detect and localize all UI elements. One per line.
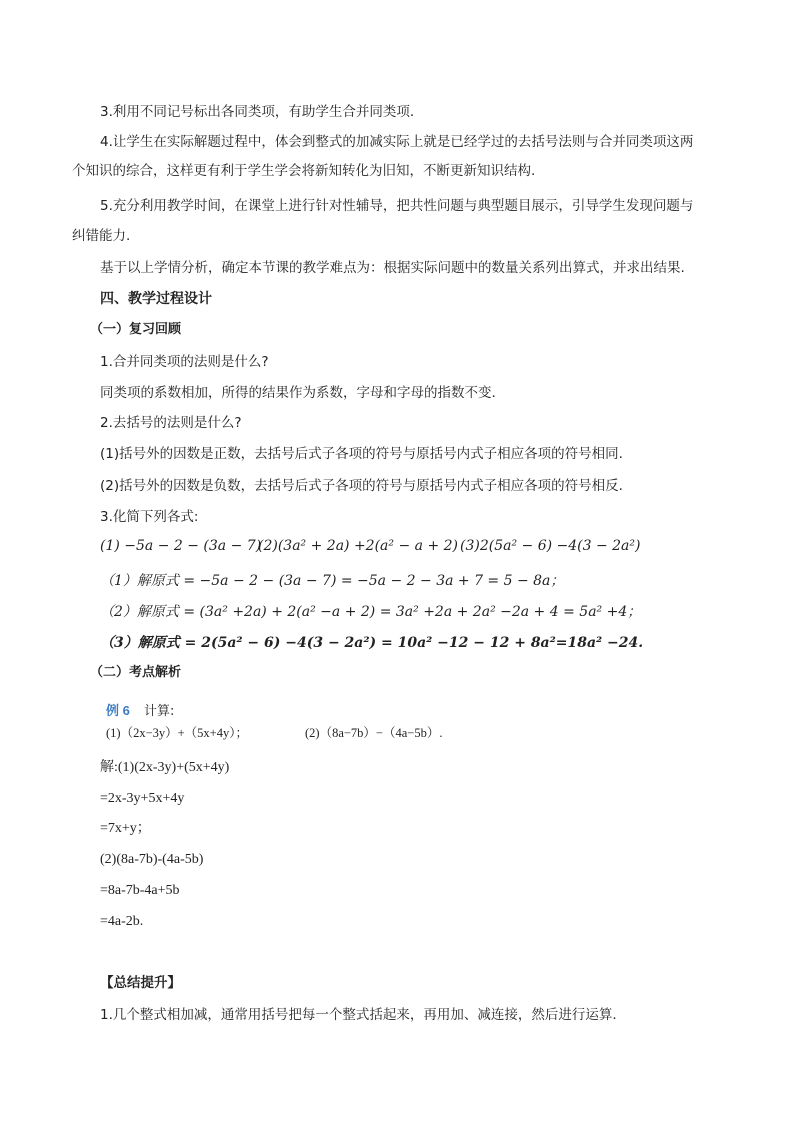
solution-line-1: 解:(1)(2x-3y)+(5x+4y) bbox=[100, 760, 230, 775]
solution-line-2: =2x-3y+5x+4y bbox=[100, 791, 185, 806]
answer-2-rule-1: (1)括号外的因数是正数，去括号后式子各项的符号与原括号内式子相应各项的符号相同. bbox=[100, 446, 623, 462]
expression-3: (3)2(5a² − 6) −4(3 − 2a²) bbox=[460, 538, 641, 554]
solution-line-4: (2)(8a-7b)-(4a-5b) bbox=[100, 852, 204, 867]
paragraph-5-line1: 5.充分利用教学时间，在课堂上进行针对性辅导，把共性问题与典型题目展示，引导学生发现问题与 bbox=[100, 198, 694, 214]
expression-2: (2)(3a² + 2a) +2(a² − a + 2) bbox=[258, 538, 458, 554]
summary-point-1: 1.几个整式相加减，通常用括号把每一个整式括起来，再用加、减连接，然后进行运算. bbox=[100, 1007, 617, 1023]
example-title: 计算: bbox=[143, 704, 175, 719]
section-4-title: 四、教学过程设计 bbox=[100, 291, 212, 307]
summary-title: 【总结提升】 bbox=[100, 975, 181, 991]
paragraph-4-line1: 4.让学生在实际解题过程中，体会到整式的加减实际上就是已经学过的去括号法则与合并同类项这两 bbox=[100, 134, 694, 150]
solution-line-3: =7x+y； bbox=[100, 821, 151, 836]
solution-line-6: =4a-2b. bbox=[100, 914, 144, 929]
example-part-2: (2)（8a−7b）−（4a−5b）. bbox=[305, 726, 443, 740]
answer-2-rule-2: (2)括号外的因数是负数，去括号后式子各项的符号与原括号内式子相应各项的符号相反. bbox=[100, 478, 623, 494]
question-1: 1.合并同类项的法则是什么? bbox=[100, 354, 269, 370]
paragraph-6: 基于以上学情分析，确定本节课的教学难点为：根据实际问题中的数量关系列出算式，并求出结果. bbox=[100, 260, 685, 276]
solution-3: （3）解原式 = 2(5a² − 6) −4(3 − 2a²) = 10a² −12 − 12 + 8a²=18a² −24. bbox=[100, 635, 644, 651]
paragraph-4-line2: 个知识的综合，这样更有利于学生学会将新知转化为旧知，不断更新知识结构. bbox=[72, 163, 536, 179]
solution-line-5: =8a-7b-4a+5b bbox=[100, 883, 180, 898]
subsection-analysis-title: （二）考点解析 bbox=[90, 665, 182, 680]
solution-2: （2）解原式 = (3a² +2a) + 2(a² −a + 2) = 3a² +2a + 2a² −2a + 4 = 5a² +4； bbox=[100, 604, 642, 620]
subsection-review-title: （一）复习回顾 bbox=[90, 322, 182, 337]
question-3: 3.化简下列各式: bbox=[100, 509, 199, 525]
solution-1: （1）解原式 = −5a − 2 − (3a − 7) = −5a − 2 − 3a + 7 = 5 − 8a； bbox=[100, 573, 565, 589]
question-2: 2.去括号的法则是什么? bbox=[100, 415, 242, 431]
example-label: 例 6 bbox=[106, 703, 130, 718]
expression-1: (1) −5a − 2 − (3a − 7) bbox=[100, 538, 262, 554]
paragraph-3: 3.利用不同记号标出各同类项，有助学生合并同类项. bbox=[100, 104, 415, 120]
answer-1: 同类项的系数相加，所得的结果作为系数，字母和字母的指数不变. bbox=[100, 385, 496, 401]
example-part-1: (1)（2x−3y）+（5x+4y）； bbox=[106, 726, 248, 740]
example-header bbox=[106, 700, 174, 719]
paragraph-5-line2: 纠错能力. bbox=[72, 228, 131, 244]
